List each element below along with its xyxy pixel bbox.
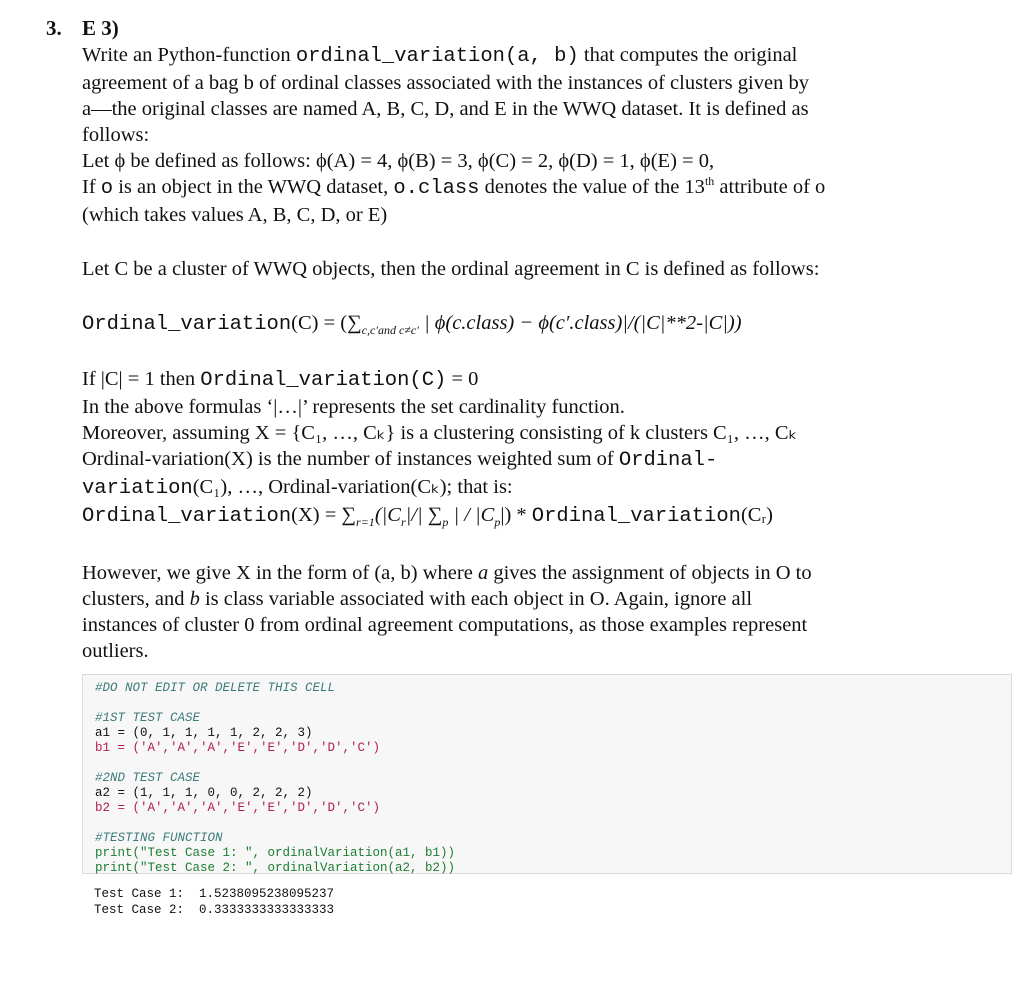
- however-paragraph: [82, 560, 932, 664]
- text: clusters, and: [82, 588, 190, 610]
- text: (Cᵣ): [740, 504, 773, 526]
- object-definition: [82, 174, 932, 202]
- code-cell[interactable]: [82, 674, 1012, 874]
- text: gives the assignment of objects in O to: [488, 562, 812, 584]
- code: Ordinal-: [618, 449, 718, 472]
- definition-block: [82, 366, 932, 530]
- question-number: 3.: [46, 16, 62, 40]
- code-o-class: o.class: [393, 177, 480, 200]
- output-value: 0.3333333333333333: [199, 903, 335, 917]
- code: Ordinal_variation: [531, 505, 741, 528]
- text: |/| ∑: [405, 504, 443, 526]
- text: However, we give X in the form of (a, b) where: [82, 562, 478, 584]
- code-comment: #DO NOT EDIT OR DELETE THIS CELL: [95, 681, 336, 695]
- code-line-b1: b1 = ('A','A','A','E','E','D','D','C'): [95, 741, 381, 755]
- cardinality-note: In the above formulas ‘|…|’ represents the set cardinality function.: [82, 396, 625, 418]
- formula-body: | ϕ(c.class) − ϕ(c′.class)|/(|C|**2-|C|)): [418, 312, 742, 334]
- subscript: r: [400, 515, 406, 530]
- intro-line: a—the original classes are named A, B, C, D, and E in the WWQ dataset. It is defined as: [82, 98, 809, 120]
- code-content[interactable]: [95, 681, 455, 876]
- formula-text: (C) = (∑: [291, 312, 362, 334]
- code-print-1: print("Test Case 1: ", ordinalVariation(a1, b1)): [95, 846, 456, 860]
- intro-line: follows:: [82, 124, 150, 146]
- output-label: Test Case 1:: [94, 887, 185, 901]
- object-definition-line2: (which takes values A, B, C, D, or E): [82, 204, 388, 226]
- formula-name: Ordinal_variation: [82, 313, 292, 336]
- text: (C₁), …, Ordinal-variation(Cₖ); that is:: [192, 476, 513, 498]
- output-label: Test Case 2:: [94, 903, 185, 917]
- code-comment: #TESTING FUNCTION: [95, 831, 223, 845]
- intro-text: Write an Python-function: [82, 44, 296, 66]
- clustering-formula: [82, 502, 932, 530]
- intro-text: that computes the original: [578, 44, 798, 66]
- text-line: outliers.: [82, 640, 149, 662]
- text: (X) = ∑: [291, 504, 357, 526]
- subscript: p: [442, 515, 449, 530]
- cell-output: [94, 886, 334, 918]
- weighted-sum-line: [82, 446, 932, 474]
- code: Ordinal_variation: [82, 505, 292, 528]
- text: Ordinal-variation(X) is the number of instances weighted sum of: [82, 448, 619, 470]
- text: (|C: [374, 504, 401, 526]
- code-comment: #1ST TEST CASE: [95, 711, 201, 725]
- text: If: [82, 176, 101, 198]
- intro-line: agreement of a bag b of ordinal classes associated with the instances of clusters given by: [82, 72, 809, 94]
- code-line-b2: b2 = ('A','A','A','E','E','D','D','C'): [95, 801, 381, 815]
- phi-definition: Let ϕ be defined as follows: ϕ(A) = 4, ϕ(B) = 3, ϕ(C) = 2, ϕ(D) = 1, ϕ(E) = 0,: [82, 150, 715, 172]
- subscript: p: [494, 515, 501, 530]
- code-line-a2: a2 = (1, 1, 1, 0, 0, 2, 2, 2): [95, 786, 313, 800]
- output-value: 1.5238095238095237: [199, 887, 335, 901]
- text: is an object in the WWQ dataset,: [113, 176, 394, 198]
- code: variation: [82, 477, 193, 500]
- var-b: b: [189, 588, 200, 610]
- text: denotes the value of the 13: [479, 176, 705, 198]
- text: |) *: [500, 504, 532, 526]
- moreover-line: Moreover, assuming X = {C₁, …, Cₖ} is a clustering consisting of k clusters C₁, …, Cₖ: [82, 422, 798, 444]
- subscript: r=1: [356, 515, 375, 530]
- var-a: a: [477, 562, 489, 584]
- text: is class variable associated with each object in O. Again, ignore all: [199, 588, 753, 610]
- text-line: instances of cluster 0 from ordinal agreement computations, as those examples represent: [82, 614, 808, 636]
- code-line-a1: a1 = (0, 1, 1, 1, 1, 2, 2, 3): [95, 726, 313, 740]
- text: = 0: [446, 368, 479, 390]
- superscript: th: [704, 174, 715, 189]
- intro-paragraph: [82, 42, 932, 228]
- base-case: [82, 366, 932, 394]
- question-title: E 3): [82, 16, 119, 40]
- code-comment: #2ND TEST CASE: [95, 771, 201, 785]
- code-print-2: print("Test Case 2: ", ordinalVariation(a2, b2)): [95, 861, 456, 875]
- code-o: o: [100, 177, 114, 200]
- text: | / |C: [448, 504, 495, 526]
- cell-gutter: [83, 681, 91, 695]
- cluster-definition: Let C be a cluster of WWQ objects, then the ordinal agreement in C is defined as follows:: [82, 258, 820, 280]
- text: attribute of o: [714, 176, 826, 198]
- ordinal-variation-formula: [82, 310, 932, 338]
- text: If |C| = 1 then: [82, 368, 201, 390]
- formula-subscript: c,c′and c≠c′: [361, 323, 419, 338]
- weighted-sum-line2: [82, 474, 932, 502]
- code: Ordinal_variation(C): [200, 369, 447, 392]
- function-signature: ordinal_variation(a, b): [295, 45, 579, 68]
